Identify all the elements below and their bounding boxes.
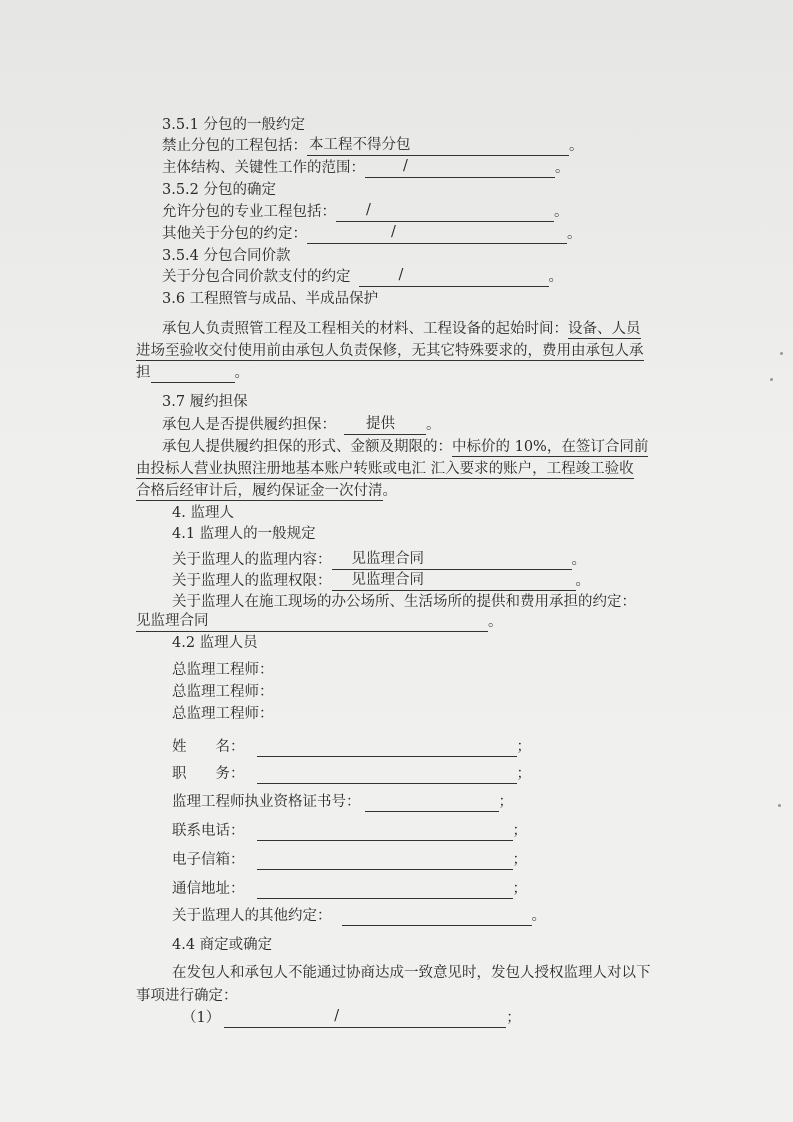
semicolon: ； (512, 852, 527, 868)
supervision-content-value: 见监理合同 (351, 551, 424, 567)
care-blank[interactable] (151, 365, 235, 383)
position-label: 职 务： (172, 766, 245, 782)
item-1-value: / (334, 1008, 340, 1024)
payment-field[interactable] (359, 269, 549, 287)
period: 。 (569, 138, 584, 154)
scan-speck (770, 378, 773, 381)
period: 。 (555, 160, 570, 176)
guarantee-question-label: 承包人是否提供履约担保： (162, 417, 336, 433)
period: 。 (426, 417, 441, 433)
other-subcontract-value: / (391, 224, 396, 240)
guarantee-form-value-3: 合格后经审计后，履约保证金一次付清 (136, 483, 383, 499)
chief-engineer-1: 总监理工程师： (172, 662, 274, 678)
semicolon: ； (516, 766, 531, 782)
prohibited-label: 禁止分包的工程包括： (162, 138, 307, 154)
period: 。 (567, 226, 582, 242)
other-subcontract-row (162, 224, 582, 244)
period: 。 (554, 204, 569, 220)
guarantee-question-row (162, 415, 441, 435)
section-4-title: 4. 监理人 (172, 505, 234, 521)
certificate-row (172, 792, 513, 812)
section-3-5-1-title: 3.5.1 分包的一般约定 (162, 117, 306, 133)
guarantee-form-label: 承包人提供履约担保的形式、金额及期限的： (162, 439, 452, 455)
payment-value: / (398, 267, 404, 283)
supervision-authority-field[interactable] (332, 573, 576, 591)
section-3-5-2-title: 3.5.2 分包的确定 (162, 182, 277, 198)
main-scope-row (162, 158, 570, 178)
section-4-4-title: 4.4 商定或确定 (172, 937, 273, 953)
period: 。 (575, 573, 590, 589)
period: 。 (488, 614, 503, 630)
period: 。 (234, 365, 249, 381)
address-field[interactable] (257, 881, 513, 899)
prohibited-field[interactable] (307, 138, 569, 156)
address-label: 通信地址： (172, 881, 245, 897)
other-supervision-label: 关于监理人的其他约定： (172, 908, 332, 924)
main-scope-field[interactable] (365, 160, 555, 178)
semicolon: ； (506, 1010, 521, 1026)
other-subcontract-field[interactable] (307, 226, 567, 244)
determination-para-line-1: 在发包人和承包人不能通过协商达成一致意见时，发包人授权监理人对以下 (172, 965, 651, 981)
other-supervision-row (172, 906, 546, 926)
supervision-authority-row (172, 571, 590, 591)
item-1-label: （1） (182, 1010, 221, 1026)
payment-row (162, 267, 563, 287)
semicolon: ； (516, 739, 531, 755)
supervision-content-field[interactable] (332, 552, 572, 570)
certificate-field[interactable] (365, 794, 499, 812)
guarantee-form-line-2 (136, 459, 634, 479)
prohibited-subcontract-row (162, 136, 584, 156)
scan-speck (780, 352, 783, 355)
guarantee-question-value: 提供 (366, 416, 395, 432)
period: 。 (548, 269, 563, 285)
care-paragraph-line-3 (136, 363, 249, 383)
email-field[interactable] (257, 852, 513, 870)
item-1-field[interactable] (224, 1010, 506, 1028)
allowed-subcontract-row (162, 202, 569, 222)
prohibited-value: 本工程不得分包 (309, 137, 411, 153)
name-field[interactable] (257, 739, 517, 757)
chief-engineer-3: 总监理工程师： (172, 706, 274, 722)
semicolon: ； (498, 794, 513, 810)
section-4-1-title: 4.1 监理人的一般规定 (172, 526, 316, 542)
phone-row (172, 821, 527, 841)
position-field[interactable] (257, 766, 517, 784)
period: 。 (531, 908, 546, 924)
section-3-5-4-title: 3.5.4 分包合同价款 (162, 248, 291, 264)
supervision-content-label: 关于监理人的监理内容： (172, 552, 332, 568)
main-scope-label: 主体结构、关键性工作的范围： (162, 160, 365, 176)
name-row (172, 737, 531, 757)
phone-label: 联系电话： (172, 823, 245, 839)
care-value-start: 设备、人员 (568, 321, 641, 337)
section-4-2-title: 4.2 监理人员 (172, 635, 258, 651)
supervision-authority-label: 关于监理人的监理权限： (172, 573, 332, 589)
section-3-7-title: 3.7 履约担保 (162, 394, 248, 410)
office-agreement-field[interactable] (136, 614, 488, 632)
care-value-cont: 进场至验收交付使用前由承包人负责保修，无其它特殊要求的，费用由承包人承 (136, 343, 644, 359)
guarantee-form-value-2: 由投标人营业执照注册地基本账户转账或电汇 汇入要求的账户，工程竣工验收 (136, 461, 634, 477)
position-row (172, 764, 531, 784)
care-paragraph-line-1 (162, 319, 641, 339)
supervision-authority-value: 见监理合同 (351, 572, 424, 588)
address-row (172, 879, 527, 899)
payment-label: 关于分包合同价款支付的约定 (162, 269, 351, 285)
guarantee-form-line-3 (136, 481, 397, 501)
allowed-field[interactable] (336, 204, 554, 222)
other-subcontract-label: 其他关于分包的约定： (162, 226, 307, 242)
guarantee-form-line-1 (162, 437, 648, 457)
care-text: 承包人负责照管工程及工程相关的材料、工程设备的起始时间： (162, 321, 568, 337)
semicolon: ； (512, 881, 527, 897)
office-agreement-value: 见监理合同 (136, 613, 209, 629)
office-agreement-line-2 (136, 612, 503, 632)
allowed-label: 允许分包的专业工程包括： (162, 204, 336, 220)
determination-item-1-row (182, 1008, 521, 1028)
scan-speck (778, 804, 781, 807)
supervision-content-row (172, 550, 586, 570)
email-row (172, 850, 527, 870)
office-agreement-line-1: 关于监理人在施工现场的办公场所、生活场所的提供和费用承担的约定： (172, 594, 636, 610)
care-paragraph-line-2 (136, 341, 644, 361)
section-3-6-title: 3.6 工程照管与成品、半成品保护 (162, 291, 379, 307)
other-supervision-field[interactable] (342, 908, 532, 926)
guarantee-question-field[interactable] (344, 417, 426, 435)
allowed-value: / (366, 202, 371, 218)
email-label: 电子信箱： (172, 852, 245, 868)
main-scope-value: / (403, 158, 408, 174)
semicolon: ； (512, 823, 527, 839)
phone-field[interactable] (257, 823, 513, 841)
care-value-end: 担 (136, 365, 151, 381)
chief-engineer-2: 总监理工程师： (172, 684, 274, 700)
determination-para-line-2: 事项进行确定： (136, 988, 238, 1004)
guarantee-form-value-1: 中标价的 10%，在签订合同前 (452, 439, 649, 455)
name-label: 姓 名： (172, 739, 245, 755)
period: 。 (571, 552, 586, 568)
period: 。 (382, 483, 397, 499)
certificate-label: 监理工程师执业资格证书号： (172, 794, 361, 810)
